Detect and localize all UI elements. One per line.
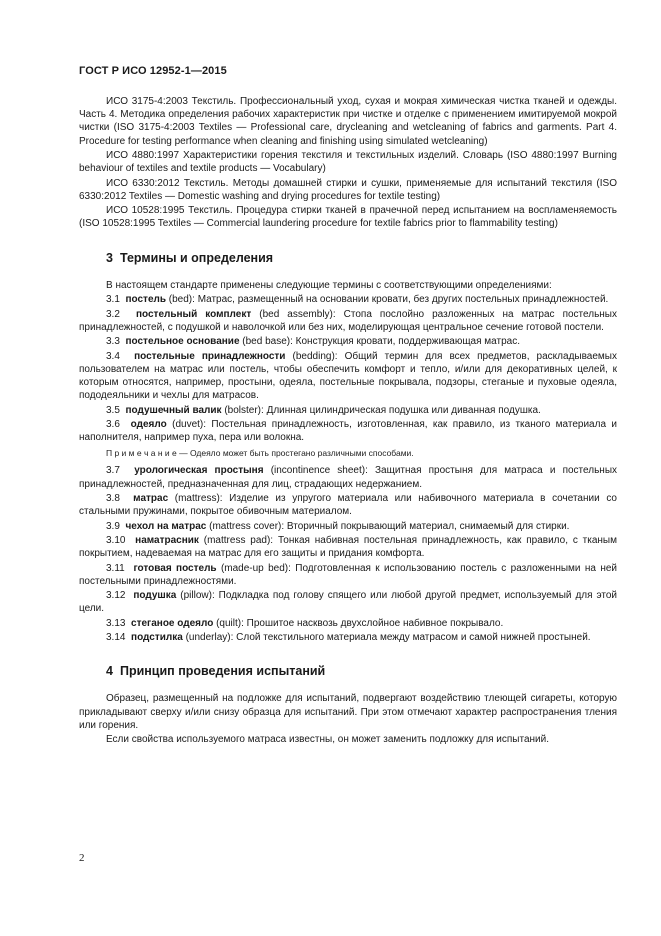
- term-number: 3.3: [106, 336, 120, 348]
- term-number: 3.1: [106, 294, 120, 306]
- reference-iso-4880: ИСО 4880:1997 Характеристики горения текстиля и текстильных изделий. Словарь (ISO 4880:1997 Burning behaviour of textiles and textile products — Vocabulary): [79, 150, 617, 175]
- term-name: постельные принадлежности: [134, 350, 286, 362]
- term-number: 3.6: [106, 418, 120, 430]
- term-definition: (made-up bed): Подготовленная к использованию постель с разложенными на ней постельными принадлежностями.: [79, 562, 617, 587]
- term-definition: (pillow): Подкладка под голову спящего или любой другой предмет, используемый для этой цели.: [79, 590, 617, 615]
- term-definition: (mattress pad): Тонкая набивная постельная принадлежность, как правило, с тканым покрытием, надеваемая на матрас для его защиты и придания комфорта.: [79, 534, 617, 560]
- term-name: подушечный валик: [125, 404, 222, 416]
- term-definition: (bolster): Длинная цилиндрическая подушка или диванная подушка.: [221, 404, 541, 416]
- term-name: чехол на матрас: [125, 520, 207, 532]
- term-number: 3.7: [106, 465, 120, 477]
- reference-iso-3175-4: ИСО 3175-4:2003 Текстиль. Профессиональный уход, сухая и мокрая химическая чистка тканей и одежды. Часть 4. Методика определения рабочих характеристик при чистке и отделке с применением имитируемой мокрой чистки (ISO 3175-4:2003 Textiles — Professional care, drycleaning and wetcleaning of fabrics and garments. Part 4. Procedure for testing performance when cleaning and finishing using simulated wetcleaning): [79, 96, 617, 147]
- section-3-number: 3: [106, 250, 113, 265]
- term-definition: (quilt): Прошитое насквозь двухслойное набивное покрывало.: [213, 617, 504, 629]
- section-3-title: Термины и определения: [119, 250, 274, 265]
- term-definition: (underlay): Слой текстильного материала между матрасом и самой нижней простыней.: [182, 632, 591, 644]
- term-entry: [79, 492, 617, 518]
- term-number: 3.8: [106, 492, 120, 504]
- section-4-paragraph: Если свойства используемого матраса известны, он может заменить подложку для испытаний.: [106, 734, 549, 746]
- term-name: одеяло: [130, 418, 167, 430]
- term-number: 3.5: [106, 404, 120, 416]
- term-entry: [79, 534, 617, 560]
- term-name: матрас: [133, 492, 169, 504]
- reference-iso-10528: ИСО 10528:1995 Текстиль. Процедура стирки тканей в прачечной перед испытанием на воспламеняемость (ISO 10528:1995 Textiles — Commercial laundering procedure for textile fabrics prior to flammability testing): [79, 205, 617, 230]
- section-3-intro: В настоящем стандарте применены следующие термины с соответствующими определениями:: [106, 279, 552, 291]
- term-definition: (mattress cover): Вторичный покрывающий материал, снимаемый для стирки.: [206, 520, 570, 532]
- term-entry: [79, 404, 617, 417]
- term-name: урологическая простыня: [134, 465, 264, 477]
- term-definition: (duvet): Постельная принадлежность, изготовленная, как правило, из тканого материала и наполнителя, например пуха, пера или волокна.: [79, 418, 617, 444]
- reference-iso-6330: ИСО 6330:2012 Текстиль. Методы домашней стирки и сушки, применяемые для испытаний текстиля (ISO 6330:2012 Textiles — Domestic washing and drying procedures for textile testing): [79, 177, 617, 202]
- term-entry: [79, 562, 617, 588]
- term-number: 3.4: [106, 350, 120, 362]
- term-entry: [79, 617, 617, 630]
- term-entry: [79, 520, 617, 533]
- term-entry: [79, 631, 617, 644]
- term-definition: (bedding): Общий термин для всех предметов, раскладываемых пользователем на матрас или постель, чтобы обеспечить комфорт и тепло, и/или для декоративных целей, к которым относятся, например, простыни, одеяла, постельные покрывала, подзоры, стеганые и пуховые одеяла, пододеяльники и чехлы для матрасов.: [79, 350, 617, 402]
- term-number: 3.14: [106, 632, 126, 644]
- standard-header: ГОСТ Р ИСО 12952-1—2015: [79, 65, 227, 77]
- term-definition: (mattress): Изделие из упругого материала или набивочного материала в сочетании со стальными пружинами, покрытое обивочным материалом.: [79, 492, 617, 518]
- term-number: 3.9: [106, 520, 120, 532]
- term-number: 3.2: [106, 308, 120, 320]
- term-entry: [79, 335, 617, 348]
- section-4-paragraph: Образец, размещенный на подложке для испытаний, подвергают воздействию тлеющей сигареты, которую прикладывают сверху и/или снизу образца для испытаний. При этом отмечают характер распространения тления или горения.: [79, 693, 617, 731]
- section-4-title: Принцип проведения испытаний: [119, 664, 326, 679]
- section-4-number: 4: [106, 664, 113, 679]
- term-name: постель: [125, 294, 167, 306]
- term-name: постельное основание: [125, 336, 240, 348]
- term-name: готовая постель: [133, 562, 217, 574]
- page-content: [79, 95, 617, 748]
- term-definition: (bed base): Конструкция кровати, поддерживающая матрас.: [239, 336, 521, 348]
- term-name: стеганое одеяло: [131, 617, 214, 629]
- term-number: 3.13: [106, 617, 126, 629]
- section-3-heading: [79, 250, 617, 266]
- term-definition: (bed): Матрас, размещенный на основании кровати, без других постельных принадлежностей.: [166, 294, 609, 306]
- term-name: постельный комплект: [135, 308, 252, 320]
- term-name: подушка: [133, 590, 177, 602]
- section-4-heading: [79, 663, 617, 679]
- term-name: подстилка: [131, 632, 183, 644]
- term-entry: [79, 464, 617, 490]
- term-entry: [79, 418, 617, 444]
- term-number: 3.10: [106, 534, 126, 546]
- term-definition: (bed assembly): Стопа послойно разложенных на матрас постельных принадлежностей, с подушкой и наволочкой или без них, моделирующая центральное сечение готовой постели.: [79, 308, 617, 333]
- note-duvet: П р и м е ч а н и е — Одеяло может быть простегано различными способами.: [106, 448, 414, 459]
- page-number: 2: [79, 852, 85, 864]
- term-definition: (incontinence sheet): Защитная простыня для матраса и постельных принадлежностей, предназначенная для лиц, страдающих недержанием.: [79, 465, 618, 490]
- term-number: 3.11: [106, 562, 125, 574]
- term-entry: [79, 308, 617, 334]
- term-number: 3.12: [106, 590, 126, 602]
- term-entry: [79, 293, 617, 306]
- term-entry: [79, 589, 617, 615]
- term-name: наматрасник: [135, 534, 199, 546]
- term-entry: [79, 350, 617, 403]
